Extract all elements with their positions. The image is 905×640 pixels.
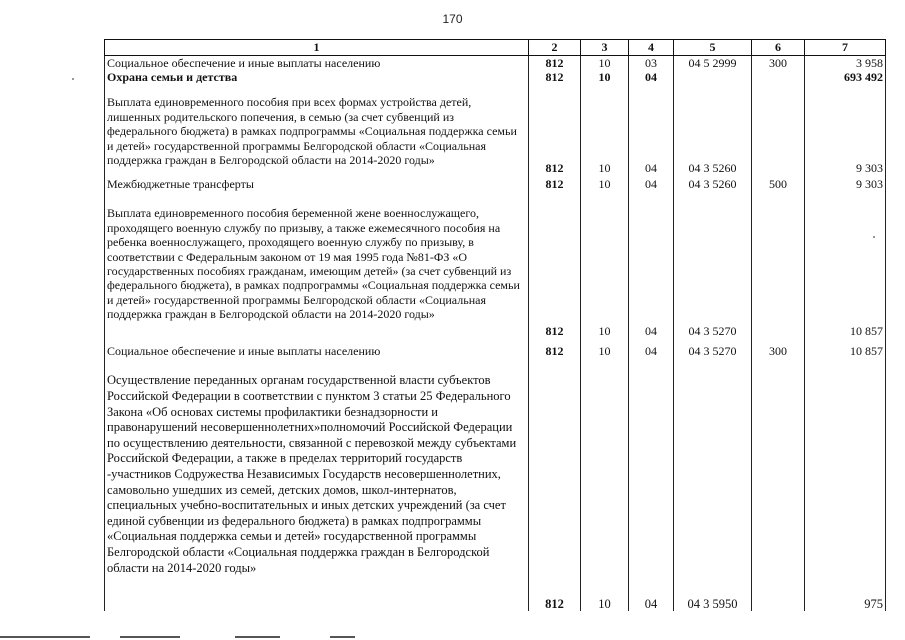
scan-line-artifact: [330, 636, 355, 638]
table-row: [105, 86, 886, 175]
row-section: 10: [581, 70, 629, 86]
row-expense-type: 300: [752, 56, 805, 71]
header-col-6: 6: [752, 40, 805, 56]
table-row: [105, 56, 886, 71]
header-col-1: 1: [105, 40, 529, 56]
row-subsection: 04: [629, 338, 674, 358]
row-section: 10: [581, 86, 629, 175]
row-expense-type: [752, 191, 805, 338]
row-expense-type: 500: [752, 175, 805, 191]
row-amount: 10 857: [805, 191, 886, 338]
row-amount: 3 958: [805, 56, 886, 71]
header-col-2: 2: [529, 40, 581, 56]
row-section: 10: [581, 191, 629, 338]
row-amount: 9 303: [805, 175, 886, 191]
page-number: 170: [442, 12, 463, 26]
row-subsection: 04: [629, 175, 674, 191]
row-description: Выплата единовременного пособия при всех формах устройства детей, лишенных родительского попечения, в семью (за счет субвенций из федерального бюджета) в рамках подпрограммы «Социальная поддержка семьи и детей» государственной программы Белгородской области «Социальная поддержка граждан в Белгородской области на 2014-2020 годы»: [105, 86, 529, 175]
row-amount: 10 857: [805, 338, 886, 358]
scan-line-artifact: [0, 636, 90, 638]
scan-line-artifact: [235, 636, 280, 638]
row-subsection: 04: [629, 358, 674, 611]
row-expense-type: 300: [752, 338, 805, 358]
table-row: [105, 175, 886, 191]
row-description: Социальное обеспечение и иные выплаты населению: [105, 56, 529, 71]
row-ministry: 812: [529, 191, 581, 338]
row-target: [674, 70, 752, 86]
row-expense-type: [752, 358, 805, 611]
header-row: [105, 40, 886, 56]
row-target: 04 3 5950: [674, 358, 752, 611]
row-ministry: 812: [529, 86, 581, 175]
row-amount: 975: [805, 358, 886, 611]
row-section: 10: [581, 175, 629, 191]
scan-speck: [873, 236, 875, 238]
row-ministry: 812: [529, 338, 581, 358]
scan-speck: [72, 78, 74, 80]
row-amount: 693 492: [805, 70, 886, 86]
table-row: [105, 70, 886, 86]
row-target: 04 3 5260: [674, 86, 752, 175]
row-description: Охрана семьи и детства: [105, 70, 529, 86]
row-amount: 9 303: [805, 86, 886, 175]
row-ministry: 812: [529, 358, 581, 611]
row-ministry: 812: [529, 56, 581, 71]
row-ministry: 812: [529, 70, 581, 86]
row-section: 10: [581, 338, 629, 358]
row-ministry: 812: [529, 175, 581, 191]
budget-table: [104, 39, 886, 611]
row-expense-type: [752, 86, 805, 175]
row-description: Выплата единовременного пособия беременной жене военнослужащего, проходящего военную службу по призыву, а также ежемесячного пособия на ребенка военнослужащего, проходящего военную службу по призыву, в соответствии с Федеральным законом от 19 мая 1995 года №81-ФЗ «О государственных пособиях гражданам, имеющим детей» (за счет субвенций из федерального бюджета), в рамках подпрограммы «Социальная поддержка семьи и детей» государственной программы Белгородской области «Социальная поддержка граждан в Белгородской области на 2014-2020 годы»: [105, 191, 529, 338]
row-subsection: 04: [629, 70, 674, 86]
header-col-5: 5: [674, 40, 752, 56]
table-row: [105, 338, 886, 358]
row-section: 10: [581, 56, 629, 71]
table-row: [105, 191, 886, 338]
row-description: Межбюджетные трансферты: [105, 175, 529, 191]
row-subsection: 04: [629, 86, 674, 175]
row-target: 04 5 2999: [674, 56, 752, 71]
row-target: 04 3 5270: [674, 338, 752, 358]
header-col-7: 7: [805, 40, 886, 56]
scan-line-artifact: [120, 636, 180, 638]
header-col-3: 3: [581, 40, 629, 56]
header-col-4: 4: [629, 40, 674, 56]
row-target: 04 3 5260: [674, 175, 752, 191]
table-row: [105, 358, 886, 611]
row-subsection: 04: [629, 191, 674, 338]
row-section: 10: [581, 358, 629, 611]
row-description: Осуществление переданных органам государственной власти субъектов Российской Федерации в соответствии с пунктом 3 статьи 25 Федерального Закона «Об основах системы профилактики безнадзорности и правонарушений несовершеннолетних»полномочий Российской Федерации по осуществлению деятельности, связанной с перевозкой между субъектами Российской Федерации, а также в пределах территорий государств -участников Содружества Независимых Государств несовершеннолетних, самовольно ушедших из семей, детских домов, школ-интернатов, специальных учебно-воспитательных и иных детских учреждений (за счет единой субвенции из федерального бюджета) в рамках подпрограммы «Социальная поддержка семьи и детей» государственной программы Белгородской области «Социальная поддержка граждан в Белгородской области на 2014-2020 годы»: [105, 358, 529, 611]
row-subsection: 03: [629, 56, 674, 71]
row-expense-type: [752, 70, 805, 86]
row-description: Социальное обеспечение и иные выплаты населению: [105, 338, 529, 358]
row-target: 04 3 5270: [674, 191, 752, 338]
